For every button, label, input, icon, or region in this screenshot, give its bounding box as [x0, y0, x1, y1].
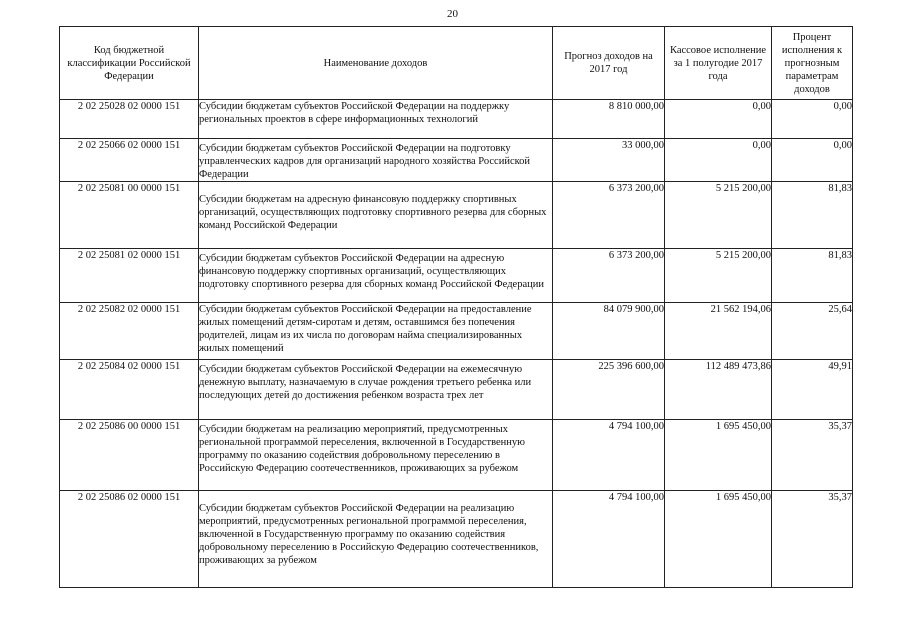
revenue-table [59, 26, 853, 588]
cell-forecast: 8 810 000,00 [553, 100, 665, 139]
cell-actual: 21 562 194,06 [665, 303, 772, 360]
header-name: Наименование доходов [199, 27, 553, 100]
cell-actual: 5 215 200,00 [665, 249, 772, 303]
header-forecast: Прогноз доходов на 2017 год [553, 27, 665, 100]
cell-percent: 25,64 [772, 303, 853, 360]
header-code: Код бюджетной классификации Российской Федерации [60, 27, 199, 100]
cell-percent: 81,83 [772, 249, 853, 303]
table-row [60, 249, 853, 303]
table-row [60, 182, 853, 249]
cell-code: 2 02 25086 00 0000 151 [60, 420, 199, 491]
cell-actual: 0,00 [665, 100, 772, 139]
table-row [60, 100, 853, 139]
cell-name: Субсидии бюджетам на адресную финансовую поддержку спортивных организаций, осуществляющих подготовку спортивного резерва для сборных команд Российской Федерации [199, 182, 553, 249]
cell-forecast: 4 794 100,00 [553, 491, 665, 588]
cell-actual: 1 695 450,00 [665, 491, 772, 588]
table-row [60, 360, 853, 420]
header-actual: Кассовое исполнение за 1 полугодие 2017 года [665, 27, 772, 100]
cell-percent: 0,00 [772, 139, 853, 182]
cell-percent: 49,91 [772, 360, 853, 420]
page-number: 20 [447, 8, 458, 20]
cell-forecast: 4 794 100,00 [553, 420, 665, 491]
table-row [60, 420, 853, 491]
cell-code: 2 02 25086 02 0000 151 [60, 491, 199, 588]
cell-code: 2 02 25084 02 0000 151 [60, 360, 199, 420]
cell-forecast: 33 000,00 [553, 139, 665, 182]
cell-actual: 0,00 [665, 139, 772, 182]
cell-name: Субсидии бюджетам субъектов Российской Федерации на подготовку управленческих кадров для организаций народного хозяйства Российской Федерации [199, 139, 553, 182]
cell-code: 2 02 25066 02 0000 151 [60, 139, 199, 182]
cell-code: 2 02 25081 02 0000 151 [60, 249, 199, 303]
cell-forecast: 6 373 200,00 [553, 182, 665, 249]
cell-actual: 5 215 200,00 [665, 182, 772, 249]
cell-actual: 1 695 450,00 [665, 420, 772, 491]
cell-percent: 0,00 [772, 100, 853, 139]
cell-percent: 35,37 [772, 420, 853, 491]
cell-code: 2 02 25081 00 0000 151 [60, 182, 199, 249]
cell-name: Субсидии бюджетам субъектов Российской Федерации на поддержку региональных проектов в сфере информационных технологий [199, 100, 553, 139]
cell-forecast: 6 373 200,00 [553, 249, 665, 303]
cell-code: 2 02 25028 02 0000 151 [60, 100, 199, 139]
cell-name: Субсидии бюджетам на реализацию мероприятий, предусмотренных региональной программой переселения, включенной в Государственную программу по оказанию содействия добровольному переселению в Российскую Федерацию соотечественников, проживающих за рубежом [199, 420, 553, 491]
table-row [60, 139, 853, 182]
cell-name: Субсидии бюджетам субъектов Российской Федерации на реализацию мероприятий, предусмотренных региональной программой переселения, включенной в Государственную программу по оказанию содействия добровольному переселению в Российскую Федерацию соотечественников, проживающих за рубежом [199, 491, 553, 588]
cell-name: Субсидии бюджетам субъектов Российской Федерации на адресную финансовую поддержку спортивных организаций, осуществляющих подготовку спортивного резерва для сборных команд Российской Федерации [199, 249, 553, 303]
cell-name: Субсидии бюджетам субъектов Российской Федерации на предоставление жилых помещений детям-сиротам и детям, оставшимся без попечения родителей, лицам из их числа по договорам найма специализированных жилых помещений [199, 303, 553, 360]
cell-code: 2 02 25082 02 0000 151 [60, 303, 199, 360]
table-row [60, 303, 853, 360]
table-row [60, 491, 853, 588]
cell-percent: 81,83 [772, 182, 853, 249]
cell-name: Субсидии бюджетам субъектов Российской Федерации на ежемесячную денежную выплату, назначаемую в случае рождения третьего ребенка или последующих детей до достижения ребенком возраста трех лет [199, 360, 553, 420]
table-header-row [60, 27, 853, 100]
cell-forecast: 225 396 600,00 [553, 360, 665, 420]
cell-actual: 112 489 473,86 [665, 360, 772, 420]
cell-forecast: 84 079 900,00 [553, 303, 665, 360]
cell-percent: 35,37 [772, 491, 853, 588]
header-percent: Процент исполнения к прогнозным параметрам доходов [772, 27, 853, 100]
